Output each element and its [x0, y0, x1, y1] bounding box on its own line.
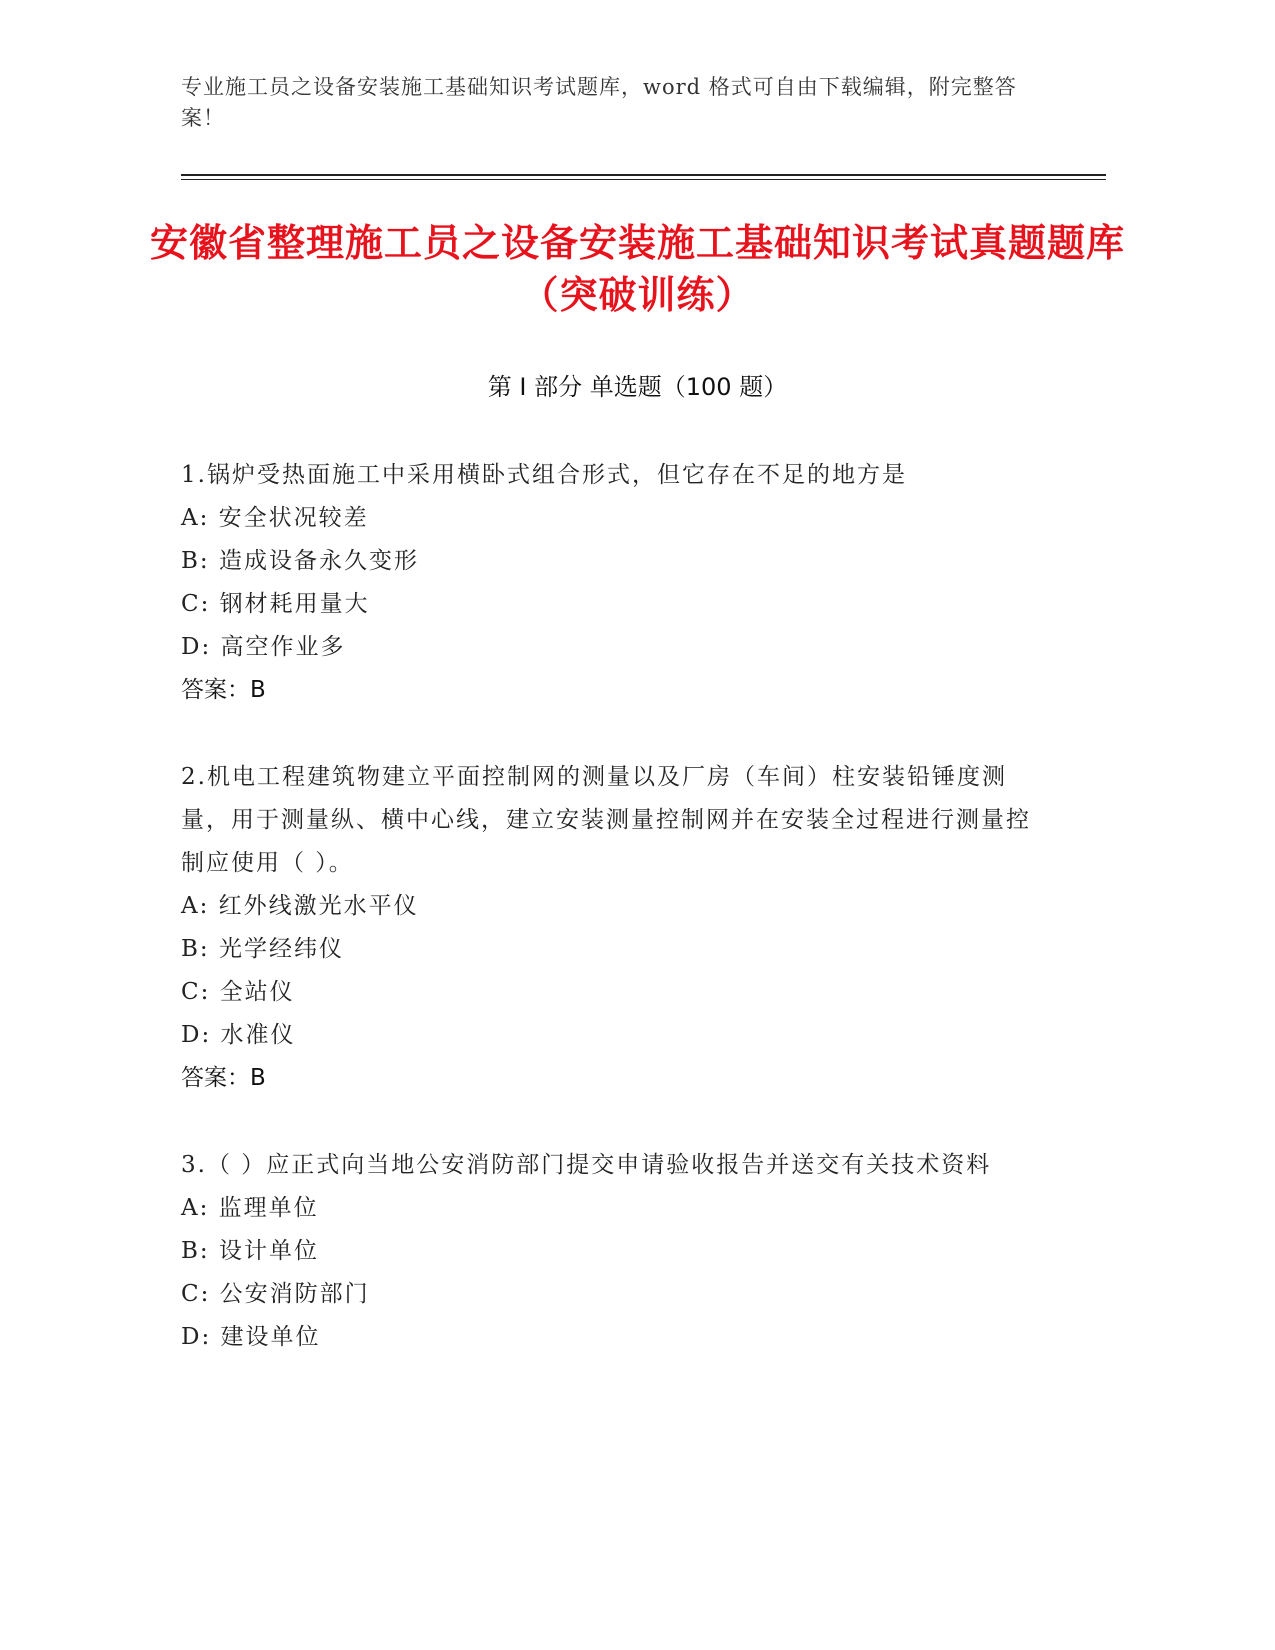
option-a: A: 安全状况较差	[181, 505, 369, 531]
option-c: C: 全站仪	[181, 979, 295, 1005]
option-a: A: 监理单位	[181, 1195, 319, 1221]
option-d: D: 高空作业多	[181, 634, 346, 660]
question-1	[181, 454, 1041, 712]
option-c: C: 钢材耗用量大	[181, 591, 370, 617]
option-b: B: 设计单位	[181, 1238, 319, 1264]
answer-line: 答案：B	[181, 1065, 266, 1091]
option-b: B: 光学经纬仪	[181, 936, 344, 962]
question-stem: 1.锅炉受热面施工中采用横卧式组合形式，但它存在不足的地方是	[181, 462, 907, 488]
option-c: C: 公安消防部门	[181, 1281, 370, 1307]
answer-line: 答案：B	[181, 677, 266, 703]
option-d: D: 建设单位	[181, 1324, 321, 1350]
header-rule-thick	[181, 174, 1106, 176]
document-header-note: 专业施工员之设备安装施工基础知识考试题库，word 格式可自由下载编辑，附完整答案！	[181, 75, 1017, 130]
question-3	[181, 1144, 1041, 1359]
question-list	[181, 454, 1041, 1403]
section-heading: 第 I 部分 单选题（100 题）	[487, 373, 788, 401]
document-title: 安徽省整理施工员之设备安装施工基础知识考试真题题库（突破训练）	[150, 221, 1126, 317]
header-rule-thin	[181, 179, 1106, 180]
option-b: B: 造成设备永久变形	[181, 548, 419, 574]
question-stem: 2.机电工程建筑物建立平面控制网的测量以及厂房（车间）柱安装铅锤度测量，用于测量纵、横中心线，建立安装测量控制网并在安装全过程进行测量控制应使用（ ）。	[181, 764, 1031, 876]
option-a: A: 红外线激光水平仪	[181, 893, 419, 919]
option-d: D: 水准仪	[181, 1022, 296, 1048]
question-stem: 3.（ ）应正式向当地公安消防部门提交申请验收报告并送交有关技术资料	[181, 1152, 992, 1178]
question-2	[181, 756, 1041, 1100]
